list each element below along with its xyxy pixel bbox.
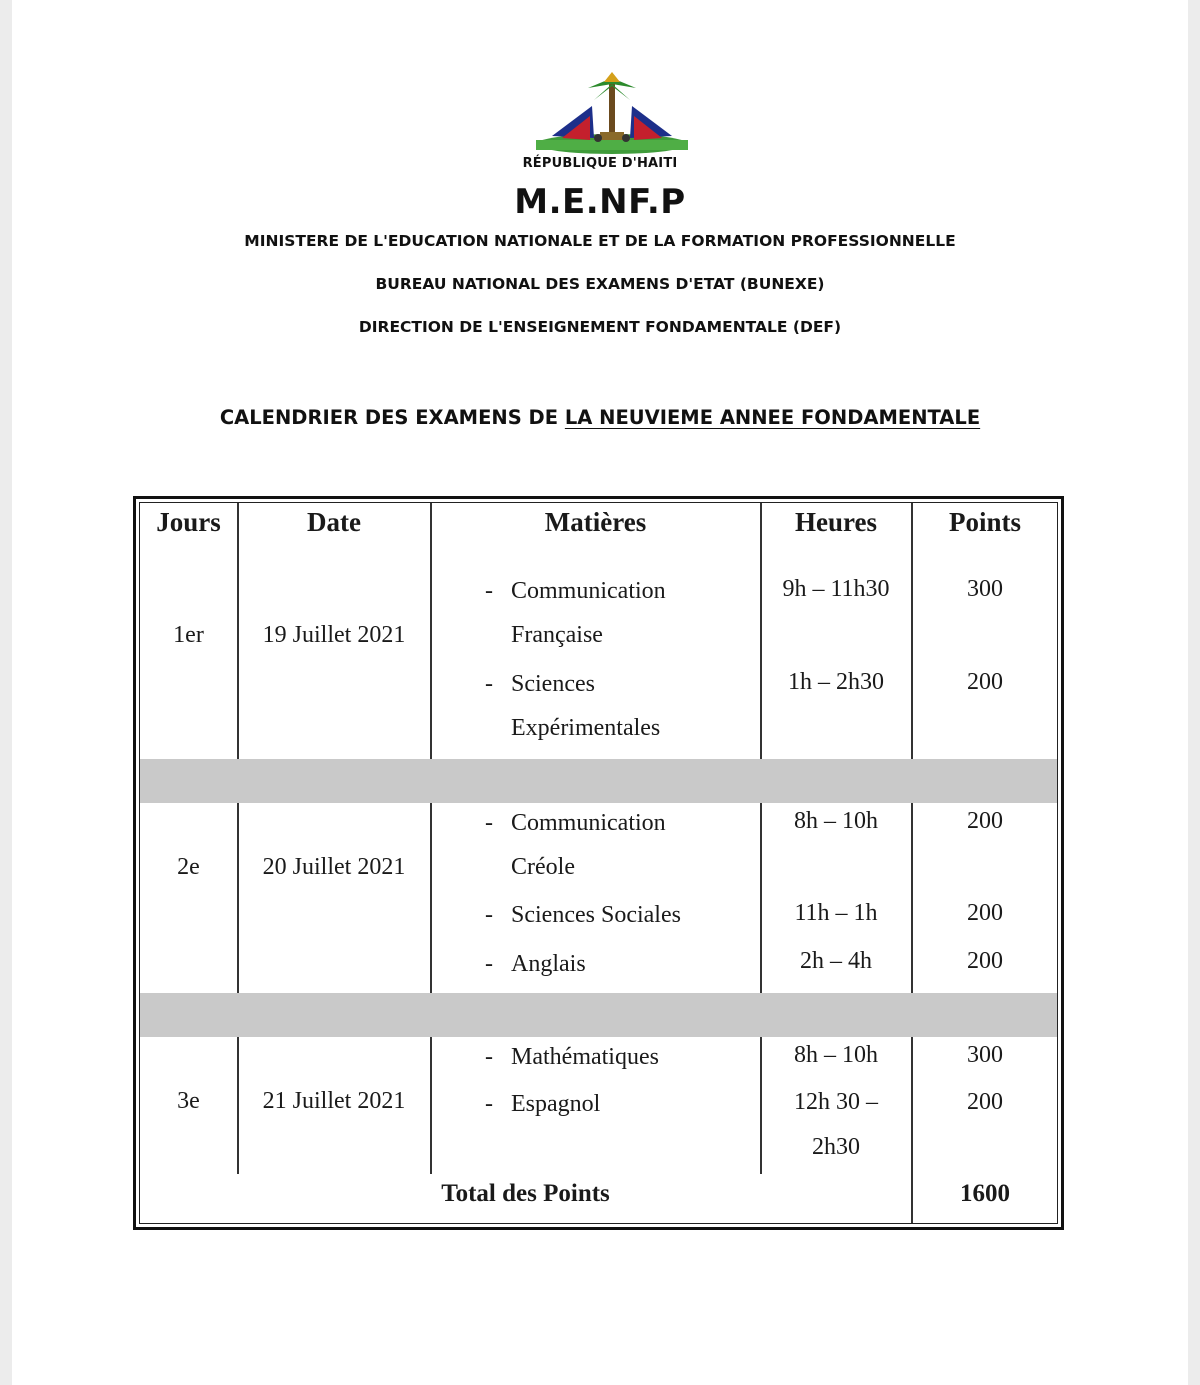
column-divider [760, 503, 762, 759]
subject-name: Créole [511, 854, 575, 880]
subject-bullet: - [485, 578, 493, 604]
exam-date: 20 Juillet 2021 [262, 854, 406, 880]
direction-name: DIRECTION DE L'ENSEIGNEMENT FONDAMENTALE (DEF) [358, 318, 842, 336]
column-header-jours: Jours [156, 507, 221, 537]
subject-name: Sciences Sociales [511, 902, 681, 928]
exam-hours: 12h 30 – [794, 1089, 878, 1115]
title-prefix: CALENDRIER DES EXAMENS DE [219, 406, 565, 429]
exam-points: 200 [967, 1089, 1003, 1115]
column-divider [911, 503, 913, 759]
subject-bullet: - [485, 810, 493, 836]
subject-bullet: - [485, 951, 493, 977]
exam-hours: 8h – 10h [794, 1042, 878, 1068]
exam-hours: 11h – 1h [794, 900, 878, 926]
day-separator-band [140, 993, 1057, 1037]
exam-hours: 2h – 4h [800, 948, 872, 974]
day-label: 3e [177, 1088, 200, 1114]
subject-name: Communication [511, 810, 666, 836]
bureau-name: BUREAU NATIONAL DES EXAMENS D'ETAT (BUNEXE) [375, 275, 825, 293]
column-header-points: Points [948, 507, 1021, 537]
subject-name: Communication [511, 578, 666, 604]
document-page [12, 0, 1188, 1385]
page-title [12, 406, 1188, 429]
exam-hours: 8h – 10h [794, 808, 878, 834]
exam-date: 19 Juillet 2021 [262, 622, 406, 648]
exam-date: 21 Juillet 2021 [262, 1088, 406, 1114]
subject-name: Anglais [511, 951, 586, 977]
column-divider [237, 803, 239, 993]
subject-name: Française [511, 622, 603, 648]
exam-points: 200 [967, 669, 1003, 695]
haiti-coat-of-arms-icon [532, 66, 692, 158]
subject-name: Mathématiques [511, 1044, 659, 1070]
column-header-heures: Heures [795, 507, 877, 537]
total-label: Total des Points [441, 1180, 610, 1207]
republic-label: RÉPUBLIQUE D'HAITI [522, 156, 678, 171]
subject-name: Expérimentales [511, 715, 661, 741]
column-divider [430, 503, 432, 759]
ministry-acronym: M.E.NF.P [514, 182, 686, 222]
exam-calendar-table [133, 496, 1064, 1230]
column-divider [430, 1037, 432, 1174]
subject-bullet: - [485, 671, 493, 697]
exam-points: 200 [967, 900, 1003, 926]
exam-points: 200 [967, 948, 1003, 974]
column-divider [430, 803, 432, 993]
subject-bullet: - [485, 1091, 493, 1117]
exam-points: 300 [967, 576, 1003, 602]
subject-bullet: - [485, 902, 493, 928]
subject-name: Sciences [511, 671, 595, 697]
exam-points: 200 [967, 808, 1003, 834]
exam-points: 300 [967, 1042, 1003, 1068]
column-header-matieres: Matières [544, 507, 647, 537]
total-value: 1600 [960, 1180, 1010, 1207]
day-label: 1er [173, 622, 204, 648]
ministry-name: MINISTERE DE L'EDUCATION NATIONALE ET DE LA FORMATION PROFESSIONNELLE [244, 232, 956, 250]
subject-bullet: - [485, 1044, 493, 1070]
title-underlined: LA NEUVIEME ANNEE FONDAMENTALE [564, 406, 981, 429]
subject-name: Espagnol [511, 1091, 601, 1117]
exam-hours: 2h30 [812, 1134, 860, 1160]
day-separator-band [140, 759, 1057, 803]
exam-hours: 1h – 2h30 [788, 669, 884, 695]
column-header-date: Date [307, 507, 361, 537]
exam-hours: 9h – 11h30 [782, 576, 890, 602]
day-label: 2e [177, 854, 200, 880]
